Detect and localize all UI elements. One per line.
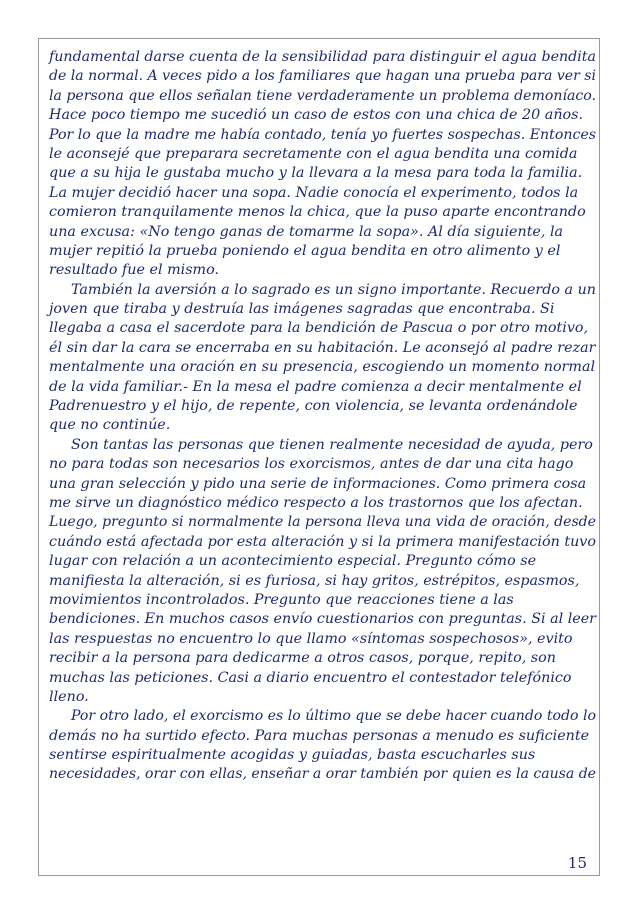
text-line: comieron tranquilamente menos la chica, que la puso aparte encontrando — [49, 204, 586, 221]
text-line: También la aversión a lo sagrado es un signo importante. Recuerdo a un — [71, 281, 596, 298]
text-line: muchas las peticiones. Casi a diario encuentro el contestador telefónico — [49, 669, 572, 686]
text-line: movimientos incontrolados. Pregunto que reacciones tiene a las — [49, 591, 514, 608]
text-line: mujer repitió la prueba poniendo el agua bendita en otro alimento y el — [49, 242, 561, 259]
text-line: no para todas son necesarios los exorcismos, antes de dar una cita hago — [49, 456, 574, 473]
text-line: de la vida familiar.- En la mesa el padre comienza a decir mentalmente el — [49, 378, 582, 395]
text-line: cuándo está afectada por esta alteración y si la primera manifestación tuvo — [49, 533, 596, 550]
text-line: una excusa: «No tengo ganas de tomarme la sopa». Al día siguiente, la — [49, 223, 564, 240]
text-line: Por otro lado, el exorcismo es lo último que se debe hacer cuando todo lo — [71, 708, 596, 725]
text-line: manifiesta la alteración, si es furiosa, si hay gritos, estrépitos, espasmos, — [49, 572, 580, 589]
text-line: que a su hija le gustaba mucho y la llevara a la mesa para toda la familia. — [49, 165, 583, 182]
text-line: resultado fue el mismo. — [49, 262, 219, 279]
text-line: mentalmente una oración en su presencia, escogiendo un momento normal — [49, 359, 596, 376]
text-line: La mujer decidió hacer una sopa. Nadie conocía el experimento, todos la — [49, 184, 579, 201]
text-line: Padrenuestro y el hijo, de repente, con violencia, se levanta ordenándole — [49, 398, 578, 415]
text-line: necesidades, orar con ellas, enseñar a orar también por quien es la causa de — [49, 766, 596, 783]
text-line: las respuestas no encuentro lo que llamo «síntomas sospechosos», evito — [49, 630, 573, 647]
text-line: que no continúe. — [49, 417, 171, 434]
page-frame — [38, 38, 600, 876]
page-number: 15 — [567, 854, 587, 872]
text-line: lleno. — [49, 688, 89, 705]
text-line: Por lo que la madre me había contado, tenía yo fuertes sospechas. Entonces — [49, 126, 596, 143]
text-line: Hace poco tiempo me sucedió un caso de estos con una chica de 20 años. — [49, 107, 584, 124]
text-line: demás no ha surtido efecto. Para muchas personas a menudo es suficiente — [49, 727, 590, 744]
document-body — [49, 48, 596, 785]
text-line: llegaba a casa el sacerdote para la bendición de Pascua o por otro motivo, — [49, 320, 589, 337]
text-line: de la normal. A veces pido a los familiares que hagan una prueba para ver si — [49, 68, 596, 85]
text-line: lugar con relación a un acontecimiento especial. Pregunto cómo se — [49, 553, 537, 570]
text-line: joven que tiraba y destruía las imágenes sagradas que encontraba. Si — [49, 301, 555, 318]
text-line: sentirse espiritualmente acogidas y guiadas, basta escucharles sus — [49, 747, 536, 764]
text-line: le aconsejé que preparara secretamente con el agua bendita una comida — [49, 145, 578, 162]
text-line: una gran selección y pido una serie de informaciones. Como primera cosa — [49, 475, 587, 492]
text-line: fundamental darse cuenta de la sensibilidad para distinguir el agua bendita — [49, 49, 596, 65]
text-line: la persona que ellos señalan tiene verdaderamente un problema demoníaco. — [49, 87, 596, 104]
text-line: me sirve un diagnóstico médico respecto a los trastornos que los afectan. — [49, 494, 583, 511]
text-line: recibir a la persona para dedicarme a otros casos, porque, repito, son — [49, 650, 556, 667]
text-line: bendiciones. En muchos casos envío cuestionarios con preguntas. Si al leer — [49, 611, 596, 628]
text-line: Son tantas las personas que tienen realmente necesidad de ayuda, pero — [71, 436, 593, 453]
text-line: él sin dar la cara se encerraba en su habitación. Le aconsejó al padre rezar — [49, 339, 596, 356]
text-line: Luego, pregunto si normalmente la persona lleva una vida de oración, desde — [49, 514, 596, 531]
